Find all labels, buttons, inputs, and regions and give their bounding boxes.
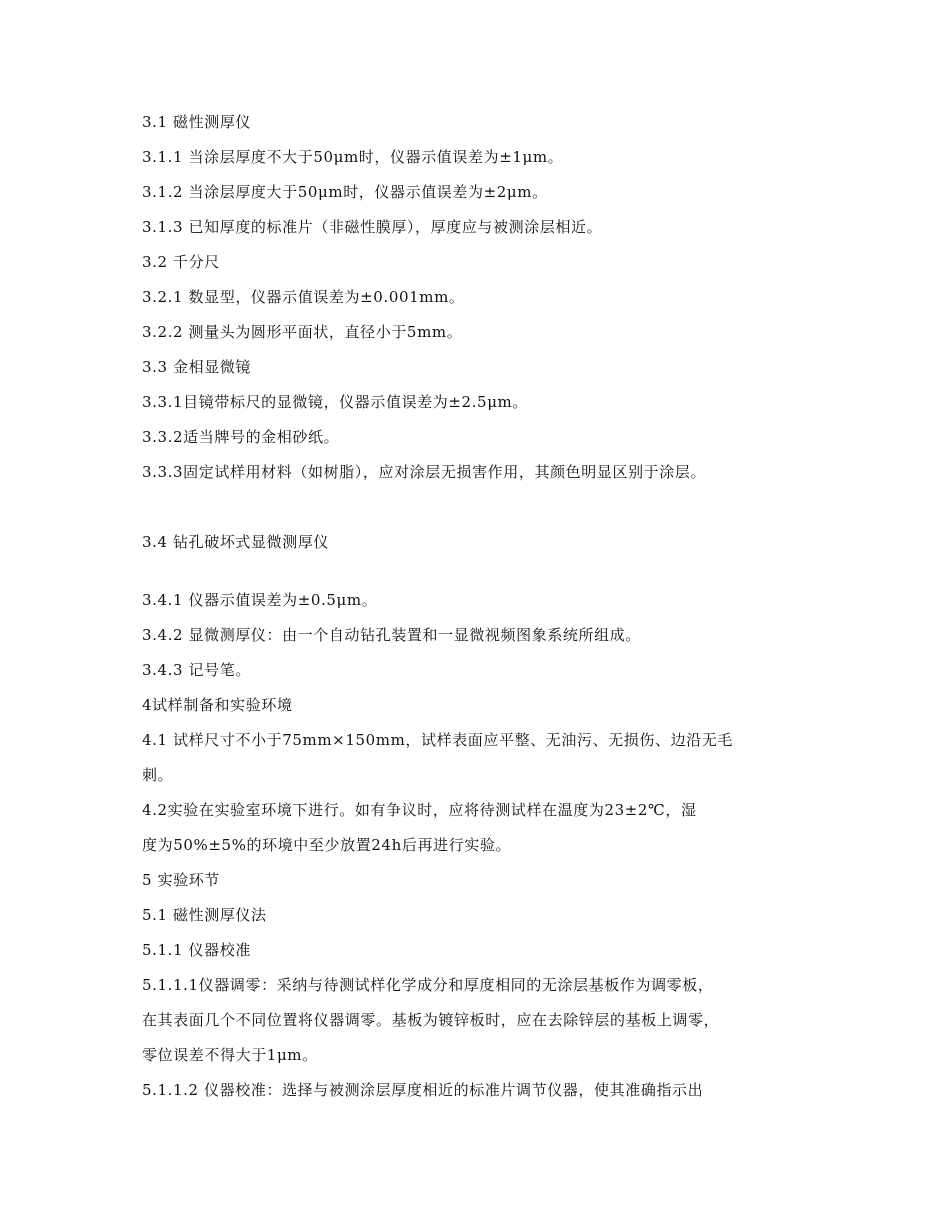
heading-5-1: 5.1 磁性测厚仪法 [142, 906, 267, 924]
text-line: 3.4.3 记号笔。 [142, 661, 251, 679]
text-line: 3.1.2 当涂层厚度大于50μm时，仪器示值误差为±2μm。 [142, 183, 548, 201]
text-line: 3.1.3 已知厚度的标准片（非磁性膜厚），厚度应与被测涂层相近。 [142, 218, 603, 236]
text-line: 3.1.1 当涂层厚度不大于50μm时，仪器示值误差为±1μm。 [142, 148, 564, 166]
text-line: 4.2实验在实验室环境下进行。如有争议时，应将待测试样在温度为23±2℃，湿 [142, 801, 697, 819]
heading-5-1-1: 5.1.1 仪器校准 [142, 941, 251, 959]
heading-5: 5 实验环节 [142, 871, 220, 889]
heading-3-3: 3.3 金相显微镜 [142, 358, 252, 376]
heading-4: 4试样制备和实验环境 [142, 696, 293, 714]
text-line: 刺。 [142, 766, 174, 784]
heading-3-4: 3.4 钻孔破坏式显微测厚仪 [142, 533, 330, 551]
text-line: 4.1 试样尺寸不小于75mm×150mm，试样表面应平整、无油污、无损伤、边沿无毛 [142, 731, 734, 749]
heading-3-1: 3.1 磁性测厚仪 [142, 113, 252, 131]
text-line: 度为50%±5%的环境中至少放置24h后再进行实验。 [142, 836, 512, 854]
text-line: 3.3.3固定试样用材料（如树脂），应对涂层无损害作用，其颜色明显区别于涂层。 [142, 463, 707, 481]
text-line: 5.1.1.2 仪器校准：选择与被测涂层厚度相近的标准片调节仪器，使其准确指示出 [142, 1081, 704, 1099]
text-line: 3.2.2 测量头为圆形平面状，直径小于5mm。 [142, 323, 463, 341]
text-line: 3.4.1 仪器示值误差为±0.5μm。 [142, 591, 378, 609]
text-line: 3.3.2适当牌号的金相砂纸。 [142, 428, 340, 446]
text-line: 3.2.1 数显型，仪器示值误差为±0.001mm。 [142, 288, 465, 306]
heading-3-2: 3.2 千分尺 [142, 253, 220, 271]
text-line: 3.4.2 显微测厚仪：由一个自动钻孔装置和一显微视频图象系统所组成。 [142, 626, 641, 644]
text-line: 零位误差不得大于1μm。 [142, 1046, 318, 1064]
text-line: 3.3.1目镜带标尺的显微镜，仪器示值误差为±2.5μm。 [142, 393, 528, 411]
text-line: 5.1.1.1仪器调零：采纳与待测试样化学成分和厚度相同的无涂层基板作为调零板， [142, 976, 714, 994]
text-line: 在其表面几个不同位置将仪器调零。基板为镀锌板时，应在去除锌层的基板上调零， [142, 1011, 720, 1029]
